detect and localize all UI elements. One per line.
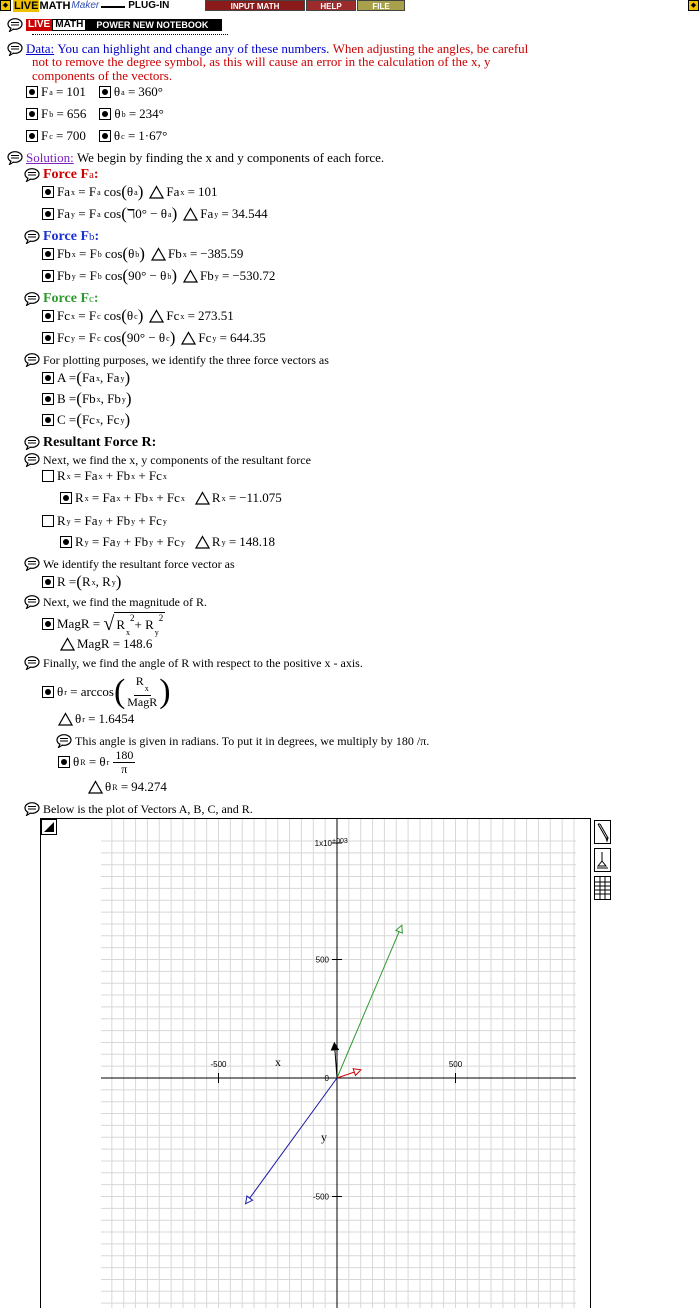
heading-text: Force F [43, 167, 89, 182]
data-text-red: When adjusting the angles, be careful [332, 41, 529, 56]
fcx-result: 273.51 [197, 308, 234, 323]
comment-bubble-icon[interactable] [24, 802, 40, 816]
vector-arrowhead [246, 1196, 253, 1204]
eval-checkbox[interactable] [99, 130, 111, 142]
magr-row[interactable]: MagR = √ $R_x^2+ R_y^2$ [42, 614, 165, 634]
file-button[interactable]: FILE [357, 0, 405, 11]
notebook-header [7, 18, 222, 32]
plot-note [24, 799, 253, 819]
result-triangle-icon[interactable] [149, 185, 164, 199]
heading-sub: b [89, 231, 95, 243]
angle-note [24, 653, 363, 673]
result-triangle-icon[interactable] [58, 712, 73, 726]
const-pi: π [121, 761, 128, 776]
rx-result: −11.075 [239, 490, 282, 505]
solution-label[interactable]: Solution: [26, 150, 74, 165]
solution-text: We begin by finding the x and y components of each force. [76, 150, 385, 165]
comment-bubble-icon[interactable] [24, 436, 40, 450]
logo-maker: Maker [71, 0, 100, 11]
eval-checkbox[interactable] [42, 393, 54, 405]
dotted-divider [32, 34, 228, 35]
given-fc[interactable]: F c = 700 θ c = 1·67 ° [26, 126, 167, 146]
fby-result: −530.72 [232, 268, 276, 283]
rx-row[interactable]: R x = Fa x + Fb x + Fc x R x = −11.075 [60, 488, 282, 508]
comment-bubble-icon[interactable] [24, 656, 40, 670]
identify-note-text: We identify the resultant force vector as [43, 556, 235, 571]
plot-toolbar [594, 820, 611, 900]
heading-colon: : [93, 291, 99, 306]
eval-checkbox[interactable] [42, 332, 54, 344]
fay-row[interactable]: Fa y = F a cos ( ℸ0 ° − θ a ) Fa y = 34.544 [42, 204, 268, 224]
eval-checkbox[interactable] [26, 86, 38, 98]
theta-c-value[interactable]: 1·67 [138, 128, 163, 143]
result-triangle-icon[interactable] [195, 491, 210, 505]
x-tick-label: -500 [210, 1060, 227, 1069]
eval-checkbox[interactable] [42, 515, 54, 527]
eval-checkbox[interactable] [42, 470, 54, 482]
plugin-label: PLUG-IN [128, 0, 170, 11]
eval-checkbox[interactable] [42, 686, 54, 698]
ry-symbolic-row[interactable]: R y = Fa y + Fb y + Fc y [42, 511, 167, 531]
theta-r-result: 1.6454 [98, 711, 135, 726]
heading-sub: c [89, 293, 94, 305]
heading-sub: a [89, 169, 94, 181]
eval-checkbox[interactable] [60, 536, 72, 548]
given-fa[interactable]: F a = 101 θ a = 360 ° [26, 82, 163, 102]
corner-icon[interactable]: ◆ [688, 0, 699, 11]
header-live: LIVE [28, 19, 51, 30]
pencil-tool-icon[interactable] [594, 820, 611, 844]
grid-table-icon[interactable] [594, 876, 611, 900]
vector-a-row[interactable]: A = ( Fa x , Fa y ) [42, 368, 130, 388]
eval-checkbox[interactable] [99, 108, 111, 120]
ry-result: 148.18 [239, 534, 275, 549]
vector-line [337, 925, 402, 1078]
const-180: 180 [115, 747, 134, 762]
eval-checkbox[interactable] [42, 310, 54, 322]
comment-bubble-icon[interactable] [7, 151, 23, 165]
expand-icon[interactable]: ◆ [0, 0, 11, 11]
theta-a-value[interactable]: 360 [138, 84, 158, 99]
eval-checkbox[interactable] [42, 208, 54, 220]
header-math: MATH [52, 19, 86, 31]
heading-text: Force F [43, 229, 89, 244]
comment-bubble-icon[interactable] [24, 168, 40, 182]
degree-symbol: ° [157, 84, 163, 99]
scale-label: 1x10 [314, 839, 332, 848]
result-triangle-icon[interactable] [151, 247, 166, 261]
comment-bubble-icon[interactable] [7, 42, 23, 56]
y-tick-label: 500 [315, 955, 329, 965]
fax-row[interactable]: Fa x = F a cos ( θ a ) Fa x = 101 [42, 182, 217, 202]
identify-note [24, 554, 235, 574]
fbx-row[interactable]: Fb x = F b cos ( θ b ) Fb x = −385.59 [42, 244, 243, 264]
magnitude-note [24, 592, 207, 612]
comment-bubble-icon[interactable] [24, 595, 40, 609]
rx-symbolic-row[interactable]: R x = Fa x + Fb x + Fc x [42, 466, 167, 486]
vector-arrowhead [396, 925, 402, 933]
data-label[interactable]: Data: [26, 41, 55, 56]
plot-note-text: Below is the plot of Vectors A, B, C, and R. [43, 801, 253, 816]
r-vector-row[interactable]: R = ( R x , R y ) [42, 572, 121, 592]
result-triangle-icon[interactable] [60, 637, 75, 651]
comment-bubble-icon[interactable] [24, 453, 40, 467]
comment-bubble-icon[interactable] [24, 292, 40, 306]
eval-checkbox[interactable] [42, 270, 54, 282]
magr-result: 148.6 [123, 636, 153, 651]
fcy-row[interactable]: Fc y = F c cos ( 90 ° − θ c ) Fc y = 644.35 [42, 328, 266, 348]
comment-bubble-icon[interactable] [24, 353, 40, 367]
resultant-note-text: Next, we find the x, y components of the resultant force [43, 452, 311, 467]
theta-b-value[interactable]: 234 [139, 106, 159, 121]
fay-result: 34.544 [231, 206, 268, 221]
given-fb[interactable]: F b = 656 θ b = 234 ° [26, 104, 164, 124]
fcx-row[interactable]: Fc x = F c cos ( θ c ) Fc x = 273.51 [42, 306, 234, 326]
theta-r-result-row[interactable]: θ r = 1.6454 [58, 709, 134, 729]
vector-b-row[interactable]: B = ( Fb x , Fb y ) [42, 389, 132, 409]
result-triangle-icon[interactable] [183, 207, 198, 221]
heading-text: Force F [43, 291, 89, 306]
theta-R-row[interactable]: θ R = θ r $\frac{180}{\pi}$ [58, 748, 137, 776]
comment-bubble-icon[interactable] [24, 230, 40, 244]
angle-const: 90 [126, 330, 140, 345]
data-text-blue: You can highlight and change any of these numbers. [57, 41, 330, 56]
eval-checkbox[interactable] [42, 414, 54, 426]
result-triangle-icon[interactable] [149, 309, 164, 323]
plotting-note [24, 350, 329, 370]
plug-icon [101, 6, 125, 8]
theta-R-result-row[interactable]: θ R = 94.274 [88, 777, 167, 797]
eval-checkbox[interactable] [99, 86, 111, 98]
resultant-heading-text: Resultant Force R: [43, 435, 157, 450]
plot-settings-icon[interactable] [594, 848, 611, 872]
magr-result-row[interactable]: MagR = 148.6 [60, 634, 152, 654]
eval-checkbox[interactable] [42, 248, 54, 260]
angle-const: ℸ0 [126, 206, 142, 221]
logo-math: MATH [39, 0, 71, 12]
result-triangle-icon[interactable] [181, 331, 196, 345]
theta-R-result: 94.274 [131, 779, 167, 794]
plotting-note-text: For plotting purposes, we identify the three force vectors as [43, 352, 329, 367]
vector-arrowhead [353, 1069, 361, 1076]
eval-checkbox[interactable] [42, 576, 54, 588]
result-triangle-icon[interactable] [183, 269, 198, 283]
eval-checkbox[interactable] [26, 108, 38, 120]
comment-bubble-icon[interactable] [7, 18, 23, 32]
eval-checkbox[interactable] [42, 186, 54, 198]
fc-value[interactable]: 700 [66, 128, 86, 143]
heading-colon: : [93, 167, 99, 182]
result-triangle-icon[interactable] [195, 535, 210, 549]
x-axis-label: x [275, 1055, 281, 1069]
eval-checkbox[interactable] [42, 618, 54, 630]
sqrt-icon: √ [103, 612, 115, 635]
fcy-result: 644.35 [229, 330, 266, 345]
y-tick-label: 0 [324, 1074, 329, 1083]
radians-note-text: This angle is given in radians. To put it in degrees, we multiply by 180 /π. [75, 733, 430, 748]
angle-const: 90 [128, 268, 142, 283]
comment-bubble-icon[interactable] [24, 557, 40, 571]
degree-symbol: ° [158, 106, 164, 121]
comment-bubble-icon[interactable] [56, 734, 72, 748]
livemath-maker-logo[interactable] [0, 0, 169, 11]
vector-plot[interactable] [41, 819, 591, 1308]
fb-value[interactable]: 656 [66, 106, 87, 121]
eval-checkbox[interactable] [58, 756, 70, 768]
y-axis-label: y [321, 1130, 327, 1144]
result-triangle-icon[interactable] [88, 780, 103, 794]
degree-symbol: ° [162, 128, 168, 143]
fa-value[interactable]: 101 [66, 84, 86, 99]
magnitude-note-text: Next, we find the magnitude of R. [43, 594, 207, 609]
ry-row[interactable]: R y = Fa y + Fb y + Fc y R y = 148.18 [60, 532, 275, 552]
eval-checkbox[interactable] [60, 492, 72, 504]
x-tick-label: 500 [448, 1060, 463, 1069]
header-title: POWER NEW NOTEBOOK [96, 20, 209, 30]
fbx-result: −385.59 [200, 246, 244, 261]
logo-live: LIVE [14, 0, 39, 12]
eval-checkbox[interactable] [26, 130, 38, 142]
theta-r-row[interactable]: θ r = arccos ( $\frac{R_x}{\text{MagR}}$ ) [42, 672, 171, 712]
eval-checkbox[interactable] [42, 372, 54, 384]
vector-c-row[interactable]: C = ( Fc x , Fc y ) [42, 410, 130, 430]
angle-note-text: Finally, we find the angle of R with respect to the positive x - axis. [43, 655, 363, 670]
data-text-line3: components of the vectors. [32, 68, 173, 83]
y-tick-label: -500 [312, 1192, 329, 1202]
fax-result: 101 [197, 184, 218, 199]
fby-row[interactable]: Fb y = F b cos ( 90 ° − θ b ) Fb y = −530.72 [42, 266, 275, 286]
data-text-line2: not to remove the degree symbol, as this will cause an error in the calculation of the x, y [32, 54, 491, 69]
plot-frame[interactable] [40, 818, 591, 1308]
input-math-button[interactable]: INPUT MATH [205, 0, 305, 11]
help-button[interactable]: HELP [306, 0, 356, 11]
heading-colon: : [94, 229, 100, 244]
scale-exponent: +003 [332, 838, 348, 845]
